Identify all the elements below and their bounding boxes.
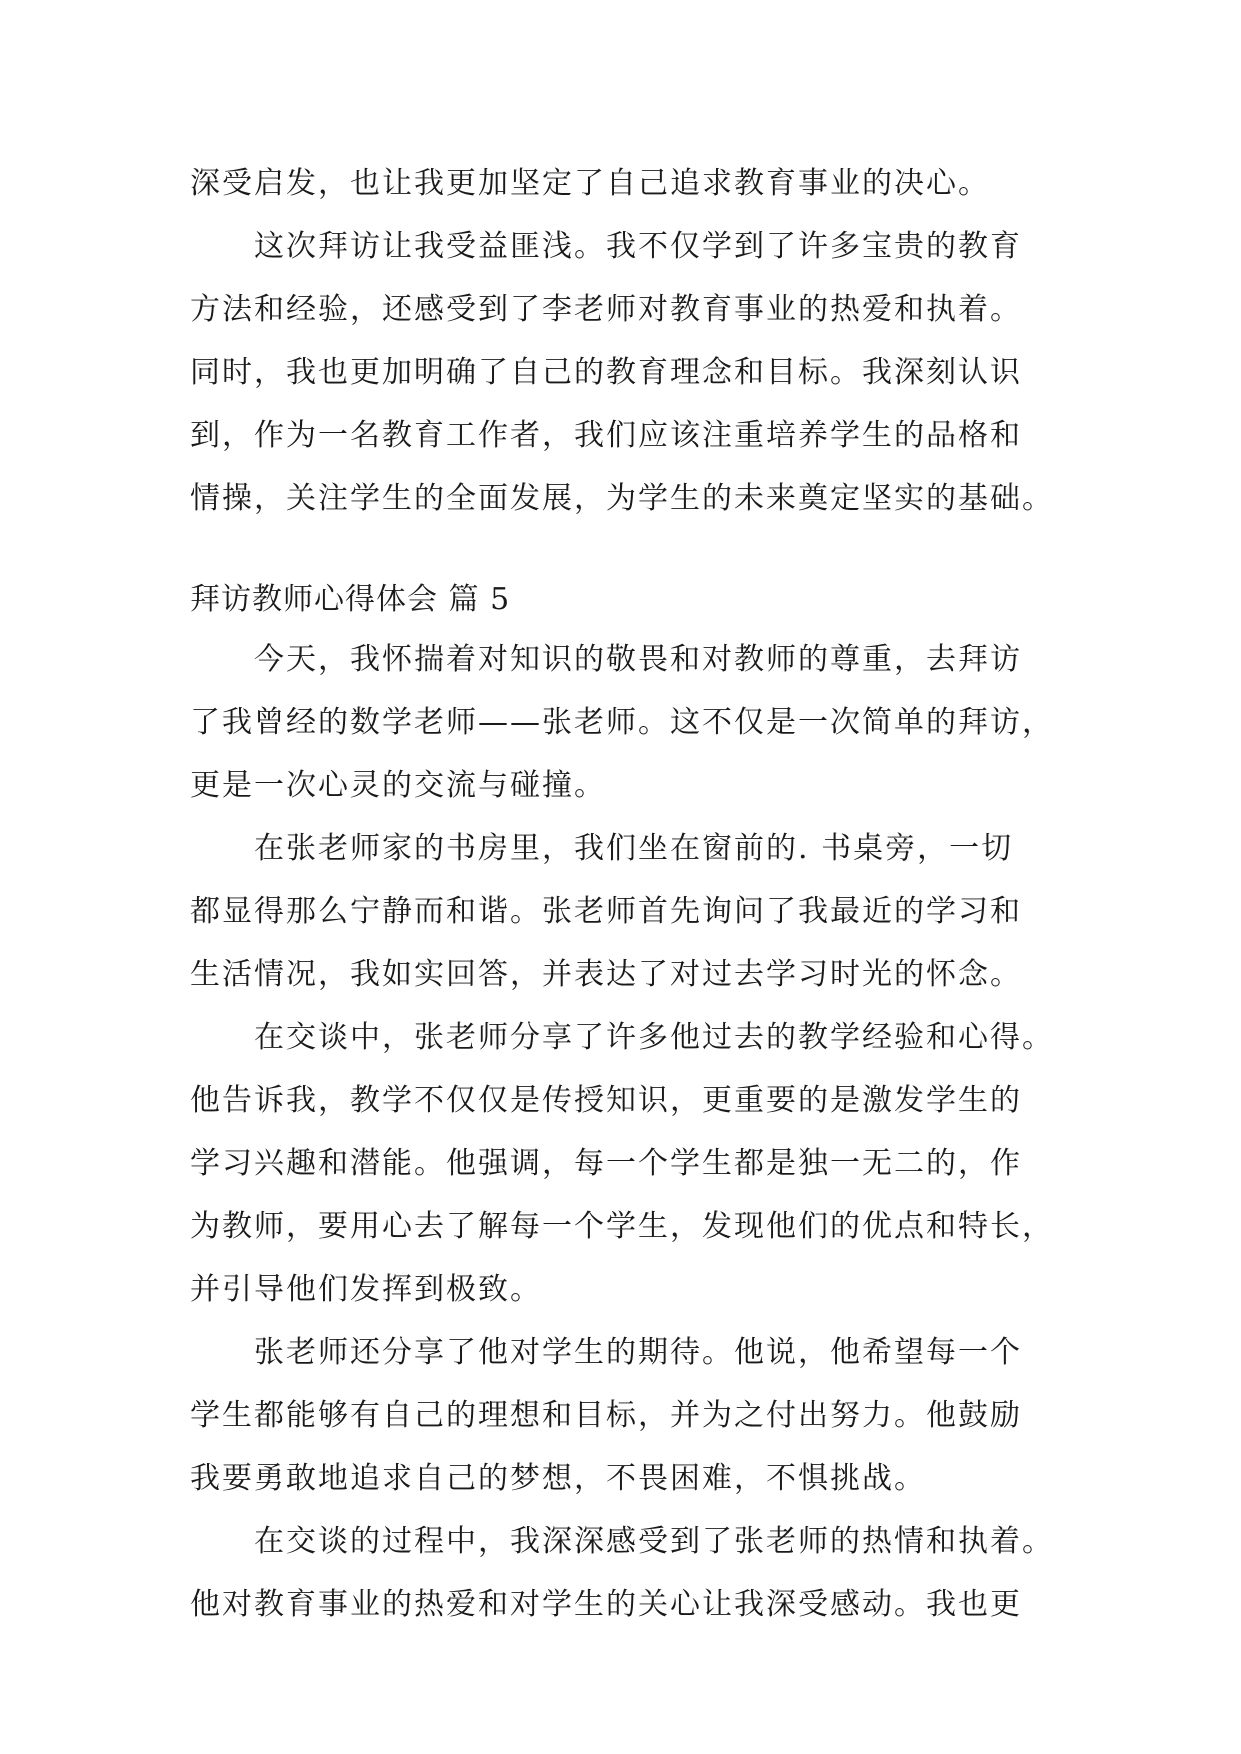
text-line: 他告诉我，教学不仅仅是传授知识，更重要的是激发学生的	[190, 1083, 1022, 1118]
text-line: 更是一次心灵的交流与碰撞。	[190, 768, 606, 803]
text-line: 方法和经验，还感受到了李老师对教育事业的热爱和执着。	[190, 292, 1022, 327]
text-line: 了我曾经的数学老师——张老师。这不仅是一次简单的拜访，	[190, 705, 1054, 740]
text-line: 这次拜访让我受益匪浅。我不仅学到了许多宝贵的教育	[190, 229, 1022, 264]
section-heading: 拜访教师心得体会 篇 5	[190, 582, 511, 617]
text-line: 我要勇敢地追求自己的梦想，不畏困难，不惧挑战。	[190, 1461, 926, 1496]
text-line: 他对教育事业的热爱和对学生的关心让我深受感动。我也更	[190, 1587, 1022, 1622]
text-line: 学习兴趣和潜能。他强调，每一个学生都是独一无二的，作	[190, 1146, 1022, 1181]
text-line: 张老师还分享了他对学生的期待。他说，他希望每一个	[190, 1335, 1022, 1370]
text-line: 都显得那么宁静而和谐。张老师首先询问了我最近的学习和	[190, 894, 1022, 929]
text-line: 到，作为一名教育工作者，我们应该注重培养学生的品格和	[190, 418, 1022, 453]
text-line: 生活情况，我如实回答，并表达了对过去学习时光的怀念。	[190, 957, 1022, 992]
text-line: 情操，关注学生的全面发展，为学生的未来奠定坚实的基础。	[190, 481, 1054, 516]
text-line: 同时，我也更加明确了自己的教育理念和目标。我深刻认识	[190, 355, 1022, 390]
text-line: 在交谈的过程中，我深深感受到了张老师的热情和执着。	[190, 1524, 1054, 1559]
text-line: 深受启发，也让我更加坚定了自己追求教育事业的决心。	[190, 166, 990, 201]
text-line: 为教师，要用心去了解每一个学生，发现他们的优点和特长，	[190, 1209, 1054, 1244]
text-line: 在交谈中，张老师分享了许多他过去的教学经验和心得。	[190, 1020, 1054, 1055]
text-line: 学生都能够有自己的理想和目标，并为之付出努力。他鼓励	[190, 1398, 1022, 1433]
text-line: 并引导他们发挥到极致。	[190, 1272, 542, 1307]
text-line: 今天，我怀揣着对知识的敬畏和对教师的尊重，去拜访	[190, 642, 1022, 677]
text-line: 在张老师家的书房里，我们坐在窗前的. 书桌旁，一切	[190, 831, 1014, 866]
